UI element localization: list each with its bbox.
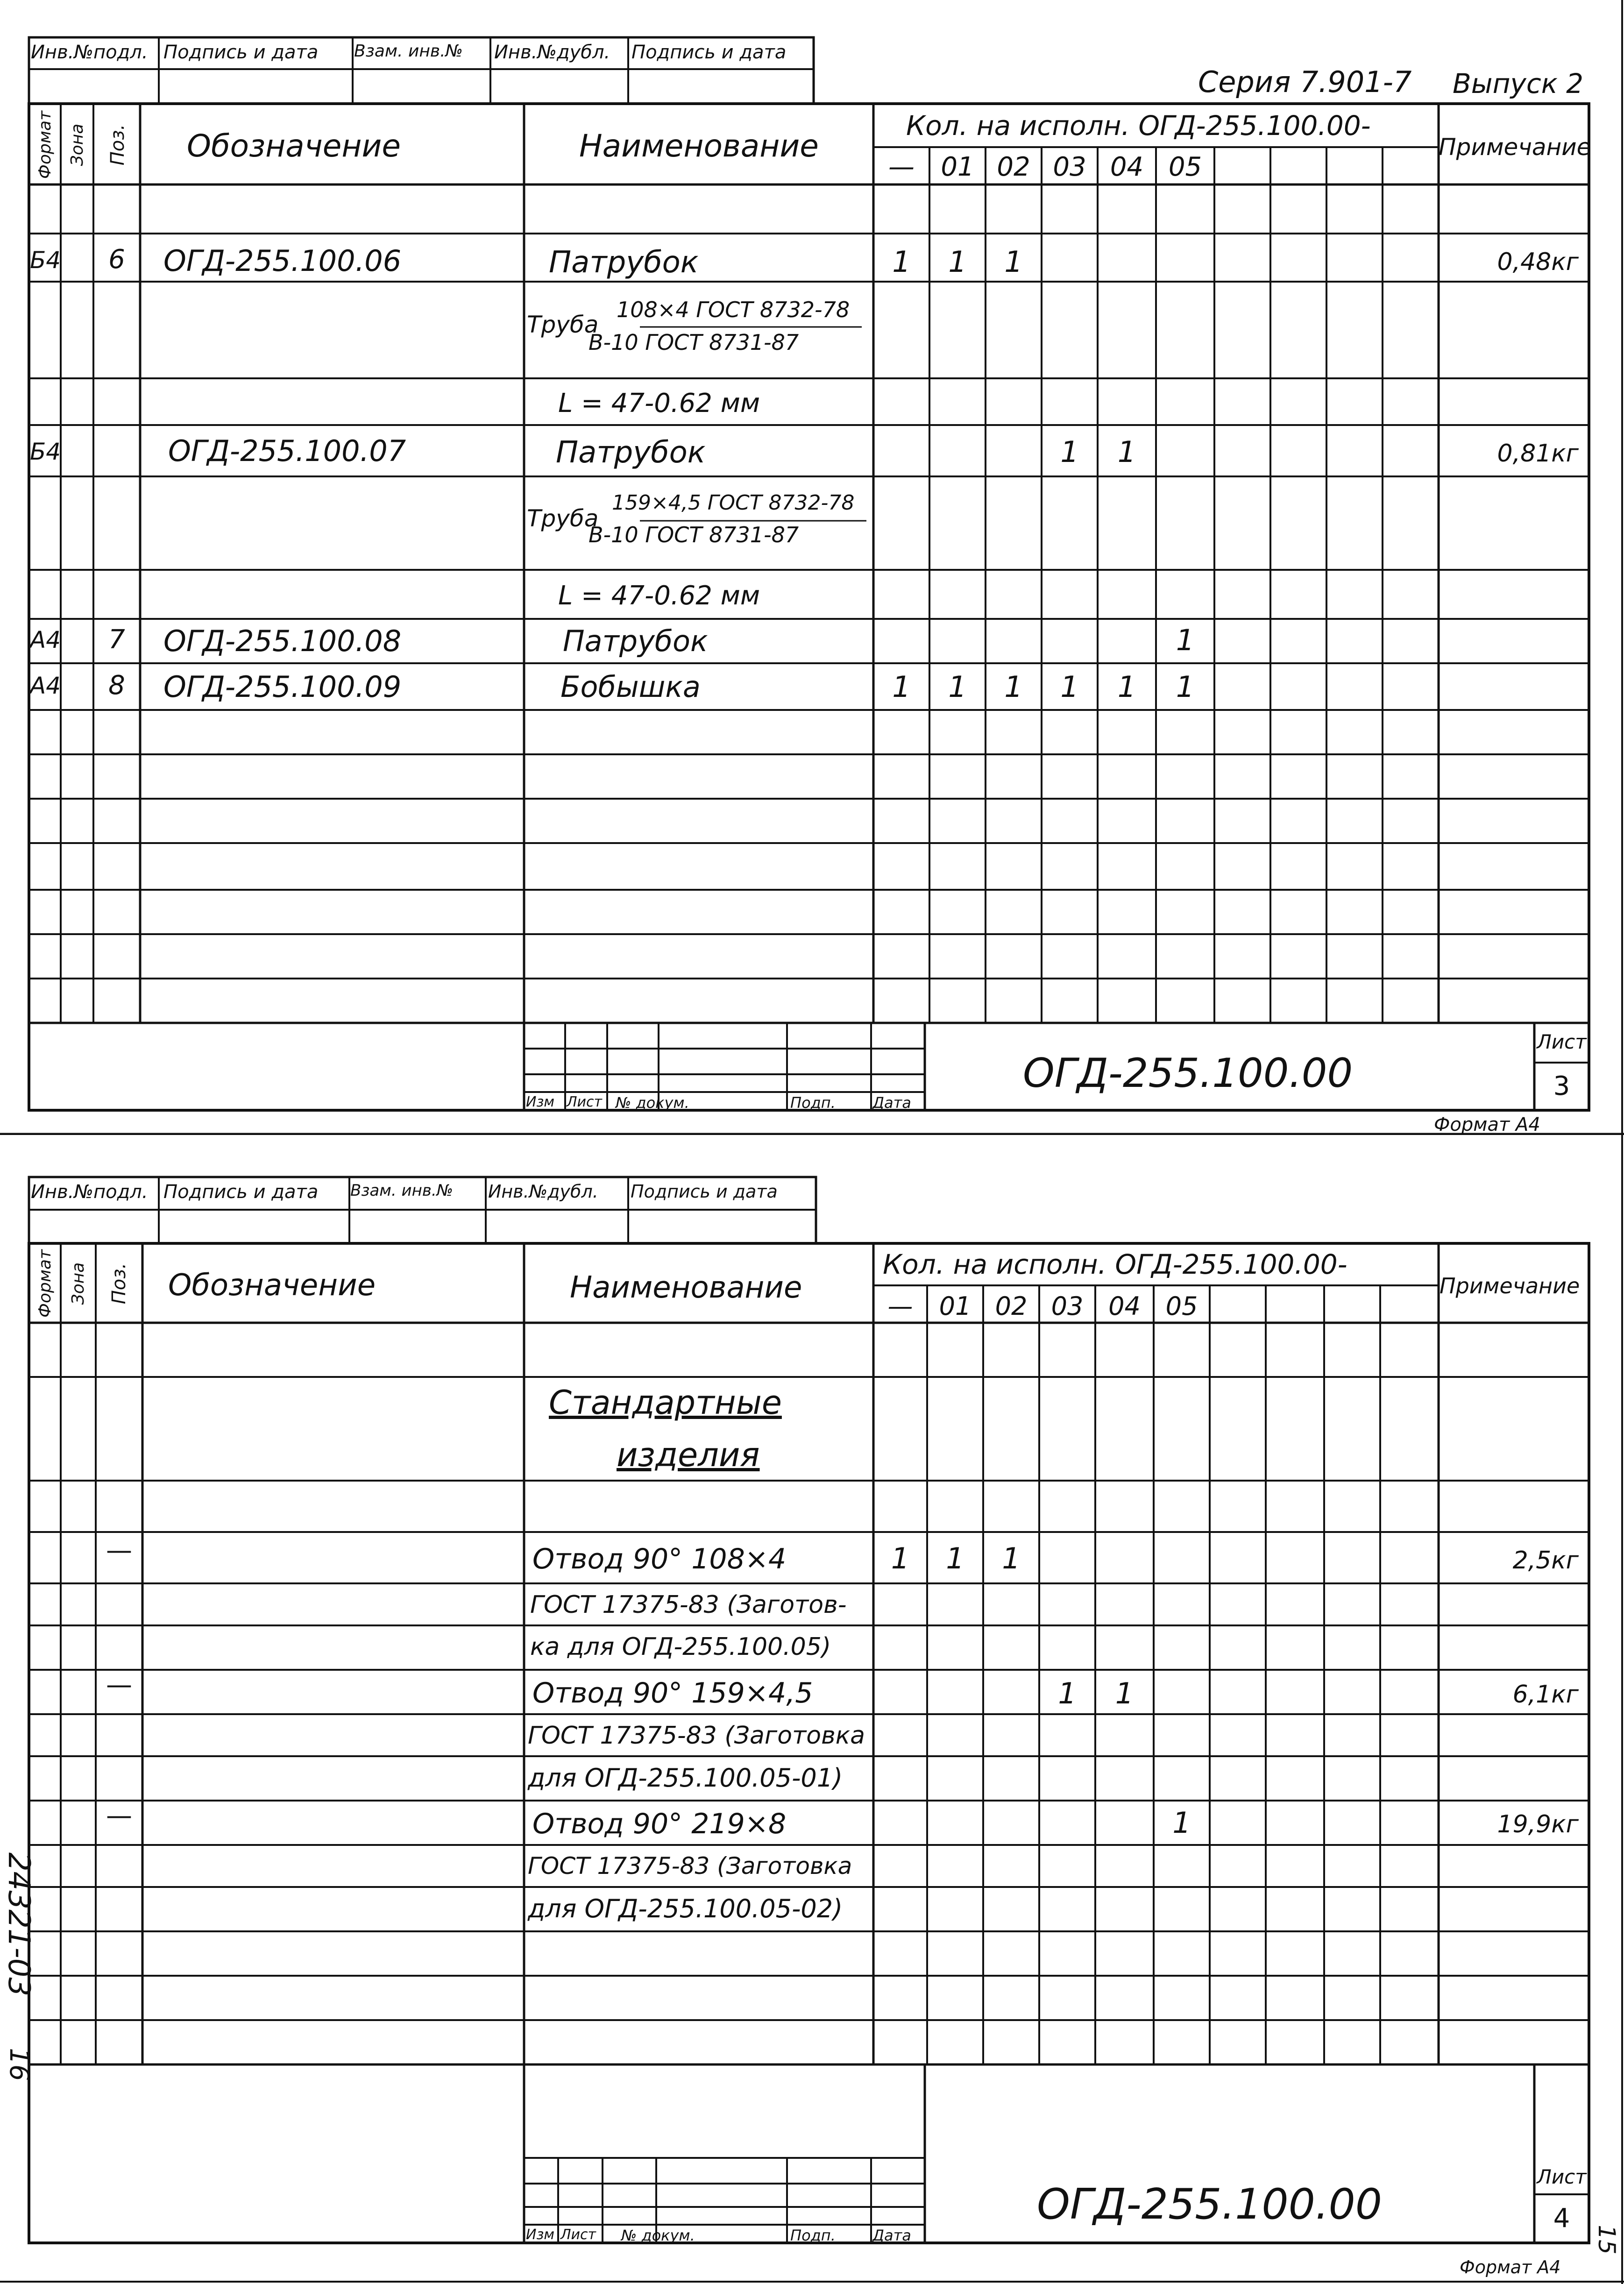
archive-number: 24321-03: [1, 1852, 36, 1997]
row-note: 0,48кг: [1497, 248, 1579, 276]
row-qty: 1: [892, 670, 911, 704]
row-name: L = 47-0.62 мм: [558, 581, 760, 611]
col-variant: —: [888, 152, 915, 182]
stamp-inv-dubl: Инв.№дубл.: [488, 1181, 598, 1202]
stamp-sign-date-2: Подпись и дата: [631, 42, 787, 63]
series-label: Серия 7.901-7: [1198, 65, 1412, 99]
row-qty: 1: [948, 245, 967, 279]
row-note: 19,9кг: [1497, 1810, 1579, 1838]
tb-label-doc: № докум.: [621, 2227, 695, 2244]
stamp-inv-podl: Инв.№подл.: [31, 42, 148, 63]
row-qty: 1: [1117, 435, 1136, 469]
row-fraction-top: 108×4 ГОСТ 8732-78: [617, 297, 850, 322]
row-name: Патрубок: [549, 245, 699, 280]
row-name: ГОСТ 17375-83 (Заготов-: [530, 1591, 847, 1619]
stamp-vzam-inv: Взам. инв.№: [354, 42, 463, 61]
row-pos: —: [106, 1670, 132, 1700]
row-pos: 8: [108, 670, 125, 701]
col-variant: 05: [1165, 1291, 1198, 1321]
section-title-line2: изделия: [617, 1436, 760, 1474]
row-qty: 1: [1117, 670, 1136, 704]
row-qty: 1: [1172, 1806, 1191, 1840]
row-qty: 1: [1058, 1676, 1077, 1710]
col-zone: Зона: [68, 123, 87, 166]
tb-label-date: Дата: [872, 2227, 911, 2244]
col-note: Примечание: [1439, 134, 1591, 161]
sheet-1: [0, 0, 1624, 1135]
col-qty-title: Кол. на исполн. ОГД-255.100.00-: [906, 110, 1371, 142]
section-title-line1: Стандартные: [549, 1383, 782, 1422]
col-note: Примечание: [1440, 1273, 1580, 1298]
row-designation: ОГД-255.100.09: [163, 670, 402, 704]
row-pos: —: [106, 1801, 132, 1831]
row-name: Отвод 90° 108×4: [532, 1543, 787, 1575]
row-designation: ОГД-255.100.08: [163, 624, 402, 658]
col-pos: Поз.: [107, 124, 128, 166]
row-qty: 1: [1004, 670, 1023, 704]
row-qty: 1: [948, 670, 967, 704]
row-format: Б4: [30, 247, 61, 274]
tb-label-sign: Подп.: [790, 2227, 836, 2244]
row-name: для ОГД-255.100.05-01): [528, 1763, 843, 1793]
format-label: Формат А4: [1460, 2257, 1561, 2277]
doc-number: ОГД-255.100.00: [1037, 2180, 1383, 2229]
col-zone: Зона: [69, 1262, 88, 1305]
row-qty: 1: [1002, 1541, 1021, 1575]
row-name: Патрубок: [556, 435, 706, 470]
col-variant: 01: [939, 1291, 972, 1321]
row-name-prefix: Труба: [527, 311, 599, 338]
row-pos: 7: [108, 624, 125, 655]
format-label: Формат А4: [1434, 1114, 1540, 1135]
col-format: Формат: [35, 110, 55, 179]
margin-page-a: 16: [4, 2048, 34, 2081]
row-name: ГОСТ 17375-83 (Заготовка: [528, 1852, 852, 1880]
row-qty: 1: [892, 245, 911, 279]
stamp-sign-date: Подпись и дата: [163, 42, 319, 63]
row-name: Патрубок: [563, 624, 708, 658]
row-qty: 1: [1060, 435, 1079, 469]
tb-label-sign: Подп.: [790, 1094, 836, 1112]
stamp-sign-date: Подпись и дата: [163, 1181, 319, 1203]
sheet-label: Лист: [1537, 2165, 1587, 2188]
row-note: 6,1кг: [1512, 1681, 1579, 1709]
row-name: Отвод 90° 159×4,5: [532, 1677, 813, 1709]
row-pos: —: [106, 1535, 132, 1566]
sheet-number: 3: [1553, 1071, 1570, 1101]
col-variant: 04: [1108, 1291, 1141, 1321]
row-qty: 1: [1176, 623, 1195, 657]
row-designation: ОГД-255.100.06: [163, 244, 402, 278]
row-name: для ОГД-255.100.05-02): [528, 1894, 843, 1923]
col-format: Формат: [35, 1249, 55, 1318]
row-qty: 1: [1115, 1676, 1134, 1710]
tb-label-izm: Изм: [526, 1094, 555, 1110]
row-name: ГОСТ 17375-83 (Заготовка: [528, 1722, 865, 1750]
sheet-1-grid: [0, 0, 1624, 1135]
tb-label-date: Дата: [872, 1094, 911, 1112]
row-designation: ОГД-255.100.07: [168, 434, 406, 468]
col-variant: 03: [1053, 152, 1086, 182]
stamp-sign-date-2: Подпись и дата: [631, 1181, 778, 1202]
col-name: Наименование: [570, 1270, 802, 1305]
col-qty-title: Кол. на исполн. ОГД-255.100.00-: [883, 1248, 1347, 1280]
margin-page-b: 15: [1593, 2225, 1620, 2255]
sheet-number: 4: [1553, 2203, 1570, 2234]
row-name: ка для ОГД-255.100.05): [530, 1633, 831, 1661]
row-qty: 1: [1060, 670, 1079, 704]
sheet-2: [0, 1135, 1624, 2284]
row-note: 2,5кг: [1512, 1546, 1579, 1575]
row-fraction-bottom: В-10 ГОСТ 8731-87: [589, 522, 799, 547]
tb-label-doc: № докум.: [616, 1094, 689, 1112]
row-qty: 1: [891, 1541, 910, 1575]
col-pos: Поз.: [108, 1263, 130, 1305]
tb-label-list: Лист: [560, 2227, 596, 2243]
row-note: 0,81кг: [1497, 440, 1579, 468]
stamp-vzam-inv: Взам. инв.№: [350, 1181, 454, 1200]
row-name: L = 47-0.62 мм: [558, 388, 760, 418]
col-variant: 03: [1051, 1291, 1084, 1321]
col-name: Наименование: [579, 128, 819, 164]
tb-label-list: Лист: [567, 1094, 603, 1110]
col-variant: 04: [1110, 152, 1144, 182]
row-format: Б4: [30, 438, 61, 465]
issue-label: Выпуск 2: [1453, 68, 1584, 99]
row-qty: 1: [1004, 245, 1023, 279]
sheet-2-grid: [0, 1135, 1624, 2284]
row-qty: 1: [946, 1541, 964, 1575]
row-name: Отвод 90° 219×8: [532, 1808, 787, 1840]
col-designation: Обозначение: [187, 128, 401, 164]
tb-label-izm: Изм: [526, 2227, 555, 2243]
row-qty: 1: [1176, 670, 1195, 704]
stamp-inv-dubl: Инв.№дубл.: [494, 42, 610, 63]
row-pos: 6: [108, 244, 125, 275]
col-variant: —: [887, 1291, 913, 1321]
col-designation: Обозначение: [168, 1268, 376, 1303]
row-name-prefix: Труба: [527, 505, 599, 532]
col-variant: 02: [995, 1291, 1028, 1321]
sheet-label: Лист: [1537, 1030, 1587, 1053]
col-variant: 02: [997, 152, 1030, 182]
doc-number: ОГД-255.100.00: [1023, 1050, 1353, 1097]
row-format: А4: [30, 626, 61, 653]
row-format: А4: [30, 672, 61, 699]
row-name: Бобышка: [560, 670, 701, 704]
stamp-inv-podl: Инв.№подл.: [31, 1181, 148, 1203]
col-variant: 01: [941, 152, 974, 182]
row-fraction-bottom: В-10 ГОСТ 8731-87: [589, 330, 799, 355]
col-variant: 05: [1168, 152, 1202, 182]
row-fraction-top: 159×4,5 ГОСТ 8732-78: [612, 491, 855, 515]
